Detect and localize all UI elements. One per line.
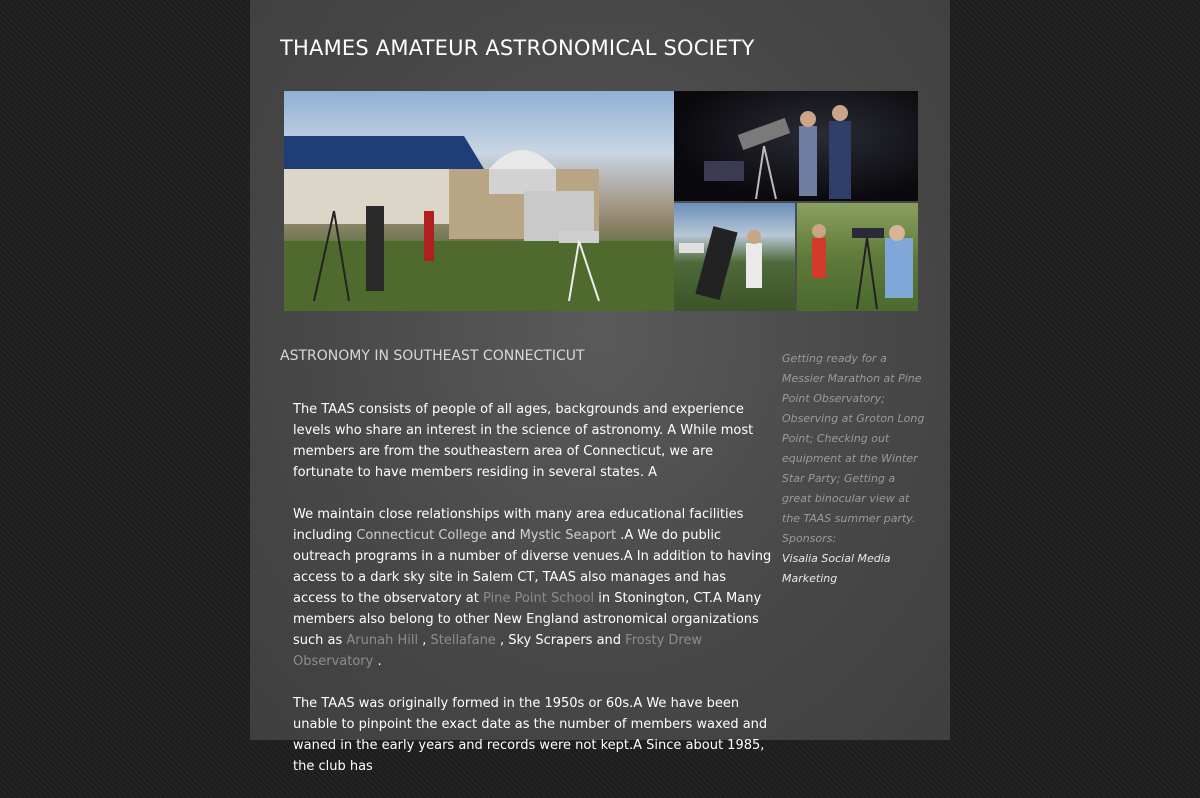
paragraph-text: in Stonington, CT.A Many members also belong to other New England astronomical organizations such as xyxy=(293,591,762,648)
main-content xyxy=(293,399,773,798)
frosty-drew-link[interactable]: Frosty Drew Observatory xyxy=(293,633,703,669)
sponsor-link[interactable]: Visalia Social Media Marketing xyxy=(782,552,891,585)
banner xyxy=(284,91,918,311)
observatory-setup-photo xyxy=(284,91,674,311)
paragraph-text: . xyxy=(373,654,382,669)
photo-caption: Getting ready for a Messier Marathon at Pine Point Observatory; Observing at Groton Long Point; Checking out equipment at the Winter Star Party; Getting a great binocular view at the TAAS summer party. xyxy=(782,352,925,525)
page-container xyxy=(250,0,950,774)
relationships-paragraph xyxy=(293,504,773,672)
intro-paragraph: The TAAS consists of people of all ages, backgrounds and experience levels who share an interest in the science of astronomy. A While most members are from the southeastern area of Connecticut, we are fortunate to have members residing in several states. A xyxy=(293,402,754,480)
sidebar xyxy=(782,349,927,589)
paragraph-text: and xyxy=(486,528,520,543)
paragraph-text: , xyxy=(418,633,431,648)
sponsors-label: Sponsors: xyxy=(782,532,837,545)
stellafane-link[interactable]: Stellafane xyxy=(430,633,496,648)
connecticut-college-link[interactable]: Connecticut College xyxy=(356,528,487,543)
history-paragraph: The TAAS was originally formed in the 1950s or 60s.A We have been unable to pinpoint the exact date as the number of members waxed and waned in the early years and records were not kept.A Since about 1985, the club has xyxy=(293,696,768,774)
paragraph-text: We maintain close relationships with many area educational facilities including xyxy=(293,507,744,543)
section-heading: ASTRONOMY IN SOUTHEAST CONNECTICUT xyxy=(280,348,585,364)
pine-point-school-link[interactable]: Pine Point School xyxy=(483,591,595,606)
arunah-hill-link[interactable]: Arunah Hill xyxy=(346,633,419,648)
paragraph-text: , Sky Scrapers and xyxy=(495,633,626,648)
mystic-seaport-link[interactable]: Mystic Seaport xyxy=(519,528,617,543)
paragraph-text: .A We do public outreach programs in a number of diverse venues.A In addition to having access to a dark sky site in Salem CT, TAAS also manages and has access to the observatory at xyxy=(293,528,772,606)
night-observing-photo xyxy=(674,91,918,201)
binocular-view-photo xyxy=(797,203,918,311)
telescope-field-photo xyxy=(674,203,795,311)
site-title[interactable]: THAMES AMATEUR ASTRONOMICAL SOCIETY xyxy=(280,36,755,60)
